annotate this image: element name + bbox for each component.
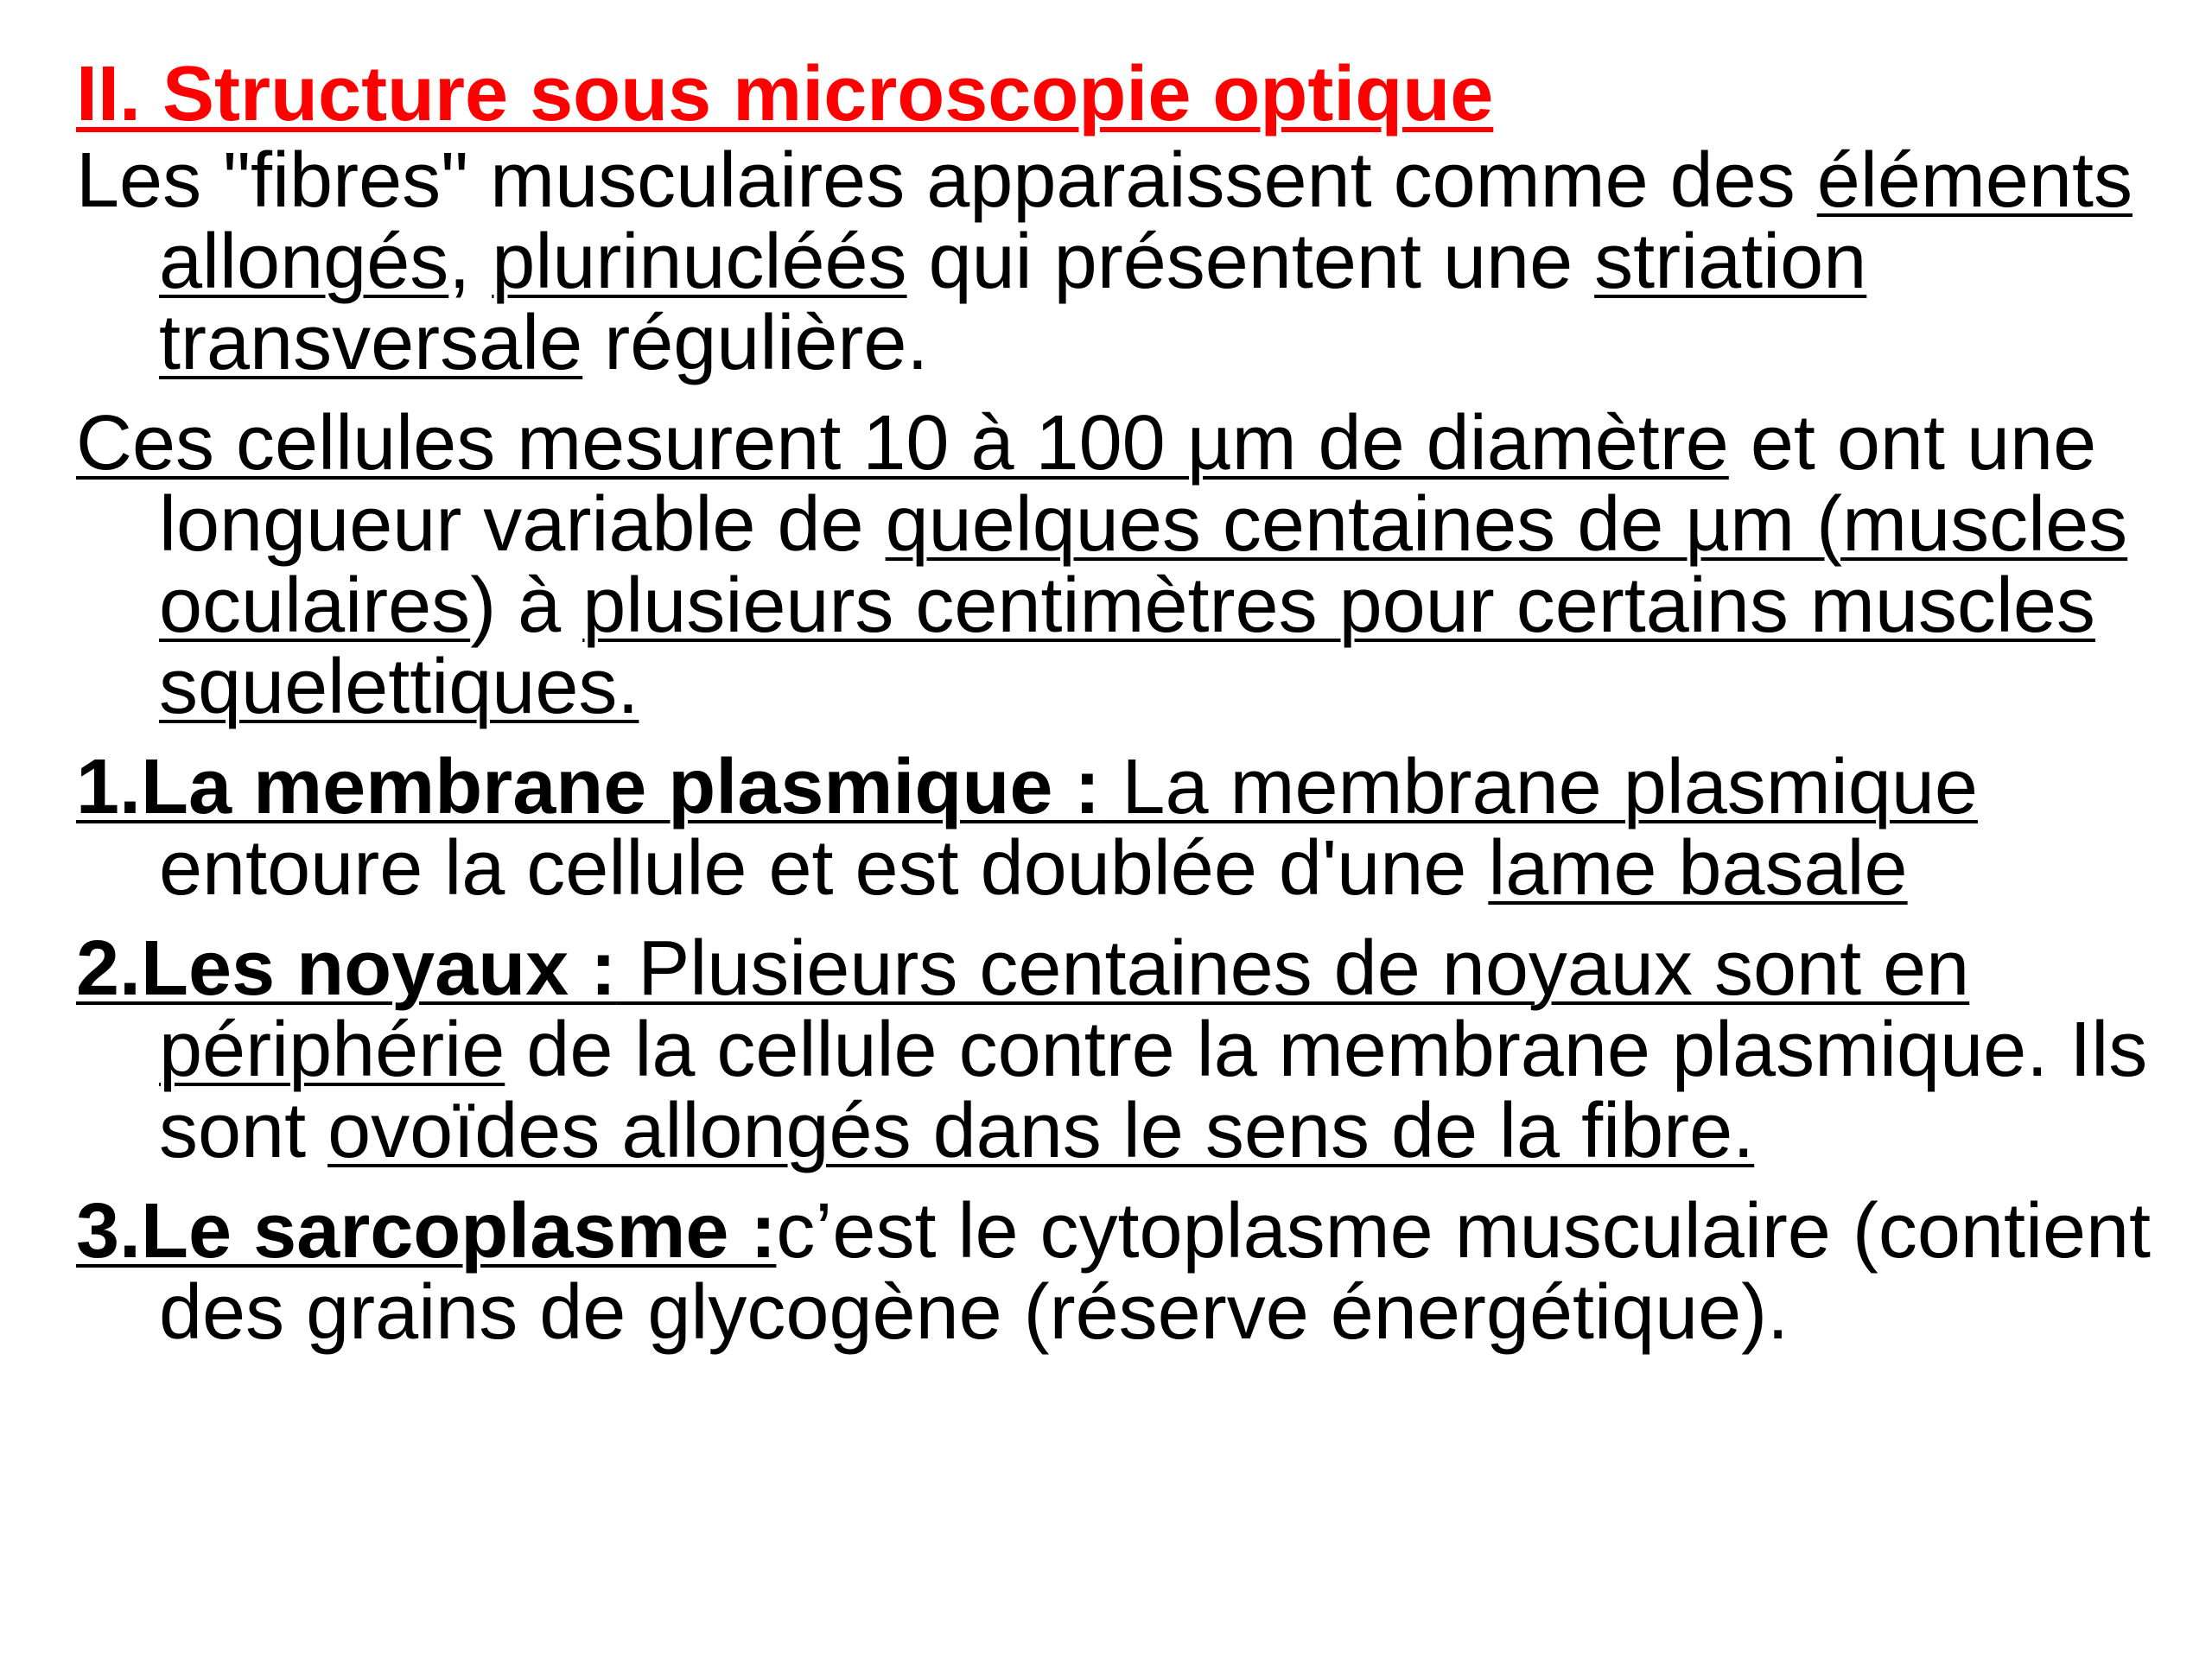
text-run: ) à: [470, 563, 583, 649]
slide-content: [76, 48, 2184, 1372]
text-run: régulière.: [582, 300, 929, 386]
underlined-text: plurinucléés: [492, 219, 907, 305]
underlined-text: Plusieurs centaines de noyaux sont en périphérie: [159, 925, 1970, 1093]
section-heading: 3.Le sarcoplasme :: [76, 1188, 777, 1274]
section-heading: 1.La membrane plasmique :: [76, 744, 1101, 830]
underlined-text: striation transversale: [159, 219, 1867, 386]
section-noyaux: [76, 925, 2184, 1174]
slide-title: II. Structure sous microscopie optique: [76, 51, 1494, 137]
underlined-text: La membrane plasmique: [1100, 744, 1978, 830]
underlined-text: Ces cellules mesurent 10 à 100 µm de diamètre: [76, 400, 1729, 486]
text-run: et ont une longueur variable de: [159, 400, 2097, 568]
underlined-text: ovoïdes allongés dans le sens de la fibre.: [327, 1088, 1755, 1174]
section-sarcoplasme: [76, 1188, 2184, 1356]
section-membrane-plasmique: [76, 744, 2184, 912]
section-heading: 2.Les noyaux :: [76, 925, 617, 1012]
underlined-text: quelques centaines de µm (muscles oculaires: [159, 481, 2128, 649]
text-run: qui présentent une: [906, 219, 1595, 305]
text-run: Les "fibres" musculaires apparaissent comme des: [76, 137, 1817, 224]
text-run: c’est le cytoplasme musculaire (contient des grains de glycogène (réserve énergétique).: [159, 1188, 2152, 1356]
text-run: entoure la cellule et est doublée d'une: [159, 825, 1489, 912]
text-run: de la cellule contre la membrane plasmique. Ils sont: [159, 1007, 2148, 1174]
underlined-text: éléments allongés: [159, 137, 2133, 305]
paragraph-dimensions: [76, 400, 2184, 730]
underlined-text: lame basale: [1488, 825, 1908, 912]
paragraph-fibres: [76, 137, 2184, 386]
text-run: ,: [448, 219, 493, 305]
underlined-text: plusieurs centimètres pour certains muscles squelettiques.: [159, 563, 2095, 730]
